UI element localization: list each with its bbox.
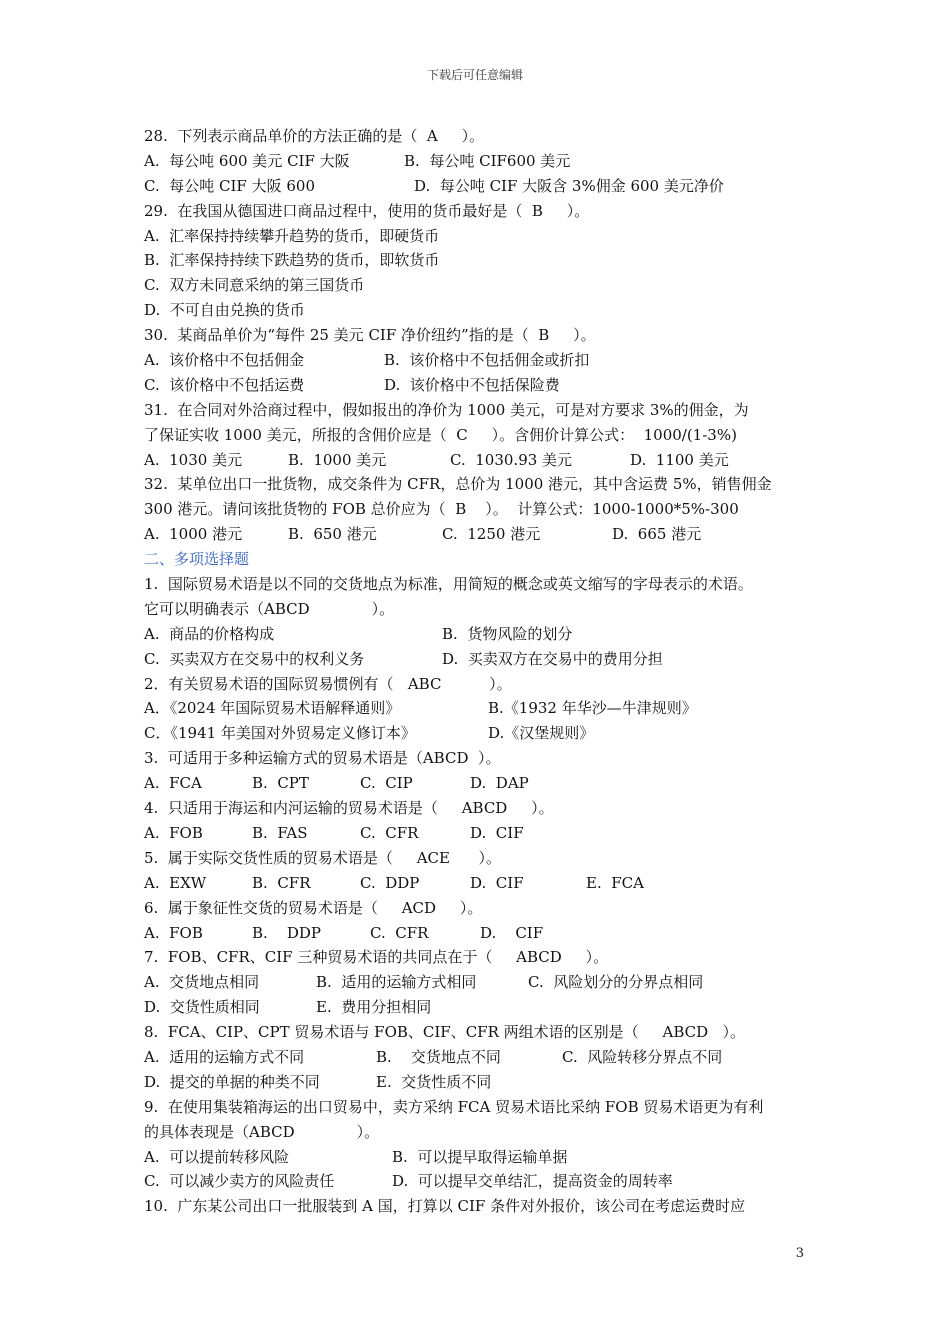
- answer-option: E. 交货性质不同: [376, 1072, 492, 1091]
- answer-option: E. 费用分担相同: [316, 998, 432, 1017]
- answer-option: C. 该价格中不包括运费: [144, 375, 305, 394]
- question-line: 10. 广东某公司出口一批服装到 A 国，打算以 CIF 条件对外报价，该公司在考虑运费时应: [144, 1197, 746, 1216]
- option-row: [144, 348, 816, 373]
- answer-option: B. 该价格中不包括佣金或折扣: [384, 351, 590, 370]
- question-line: 28. 下列表示商品单价的方法正确的是（ A ）。: [144, 127, 485, 145]
- document-body: [144, 124, 816, 1219]
- answer-option: D. 665 港元: [612, 525, 702, 544]
- question-line: 的具体表现是（ABCD ）。: [144, 1122, 380, 1141]
- answer-option: E. FCA: [586, 873, 644, 892]
- section-heading: 二、多项选择题: [144, 550, 250, 569]
- question-line: 29. 在我国从德国进口商品过程中，使用的货币最好是（ B ）。: [144, 201, 590, 220]
- question-line: 5. 属于实际交货性质的贸易术语是（ ACE ）。: [144, 848, 502, 867]
- answer-option: C. CFR: [370, 923, 429, 942]
- option-row: [144, 970, 816, 995]
- question-line: 它可以明确表示（ABCD ）。: [144, 599, 395, 618]
- question-line: 30. 某商品单价为“每件 25 美元 CIF 净价纽约”指的是（ B ）。: [144, 326, 596, 345]
- option-row: [144, 373, 816, 398]
- answer-option: A. 1000 港元: [144, 525, 243, 544]
- answer-option: C. 风险转移分界点不同: [562, 1047, 723, 1066]
- answer-option: D. 每公吨 CIF 大阪含 3%佣金 600 美元净价: [414, 176, 724, 195]
- answer-option: A. 该价格中不包括佣金: [144, 351, 305, 370]
- question-line: C. 双方未同意采纳的第三国货币: [144, 276, 365, 295]
- answer-option: B. CFR: [252, 873, 311, 892]
- option-row: [144, 1070, 816, 1095]
- question-line: 4. 只适用于海运和内河运输的贸易术语是（ ABCD ）。: [144, 799, 554, 818]
- question-line: 31. 在合同对外洽商过程中，假如报出的净价为 1000 美元，可是对方要求 3%的佣金，为: [144, 400, 749, 419]
- answer-option: D. 该价格中不包括保险费: [384, 375, 560, 394]
- answer-option: C. 1250 港元: [442, 525, 541, 544]
- answer-option: D. DAP: [470, 774, 529, 793]
- answer-option: C．《1941 年美国对外贸易定义修订本》: [144, 724, 416, 743]
- question-line: 1. 国际贸易术语是以不同的交货地点为标准，用简短的概念或英文缩写的字母表示的术语。: [144, 575, 753, 594]
- answer-option: A. 可以提前转移风险: [144, 1147, 290, 1166]
- answer-option: C. DDP: [360, 873, 420, 892]
- option-row: [144, 149, 816, 174]
- option-row: [144, 921, 816, 946]
- answer-option: A. 交货地点相同: [144, 973, 260, 992]
- option-row: [144, 1169, 816, 1194]
- answer-option: D. 交货性质相同: [144, 998, 260, 1017]
- question-line: A. 汇率保持持续攀升趋势的货币，即硬货币: [144, 226, 440, 245]
- question-line: 9. 在使用集装箱海运的出口贸易中，卖方采纳 FCA 贸易术语比采纳 FOB 贸易术语更为有利: [144, 1097, 764, 1116]
- answer-option: B.《1932 年华沙—牛津规则》: [488, 699, 697, 718]
- question-line: 2．有关贸易术语的国际贸易惯例有（ ABC ）。: [144, 674, 512, 693]
- answer-option: D. CIF: [470, 823, 524, 842]
- question-line: 32. 某单位出口一批货物，成交条件为 CFR，总价为 1000 港元，其中含运费 5%，销售佣金: [144, 475, 772, 494]
- question-line: B. 汇率保持持续下跌趋势的货币，即软货币: [144, 251, 440, 270]
- answer-option: C. CIP: [360, 774, 413, 793]
- question-line: 300 港元。请问该批货物的 FOB 总价应为（ B ）。 计算公式：1000-1000*5%-300: [144, 500, 739, 519]
- answer-option: A. 适用的运输方式不同: [144, 1047, 305, 1066]
- answer-option: D. CIF: [470, 873, 524, 892]
- option-row: [144, 771, 816, 796]
- answer-option: A. FOB: [144, 823, 203, 842]
- question-line: 8. FCA、CIP、CPT 贸易术语与 FOB、CIF、CFR 两组术语的区别是（ ABCD ）。: [144, 1023, 745, 1042]
- answer-option: B. 1000 美元: [288, 450, 387, 469]
- question-line: 7. FOB、CFR、CIF 三种贸易术语的共同点在于（ ABCD ）。: [144, 948, 609, 967]
- answer-option: A．《2024 年国际贸易术语解释通则》: [144, 699, 401, 718]
- option-row: [144, 647, 816, 672]
- option-row: [144, 622, 816, 647]
- answer-option: B. CPT: [252, 774, 309, 793]
- answer-option: D. 提交的单据的种类不同: [144, 1072, 320, 1091]
- answer-option: B. 每公吨 CIF600 美元: [404, 151, 571, 170]
- question-line: D. 不可自由兑换的货币: [144, 301, 305, 320]
- answer-option: C. 每公吨 CIF 大阪 600: [144, 176, 315, 195]
- question-line: 了保证实收 1000 美元，所报的含佣价应是（ C ）。含佣价计算公式： 1000/(1-3%): [144, 425, 737, 444]
- page-header: 下载后可任意编辑: [426, 68, 523, 82]
- option-row: [144, 721, 816, 746]
- answer-option: C. CFR: [360, 823, 419, 842]
- answer-option: B. 可以提早取得运输单据: [392, 1147, 568, 1166]
- option-row: [144, 174, 816, 199]
- question-line: 3. 可适用于多种运输方式的贸易术语是（ABCD ）。: [144, 749, 501, 768]
- answer-option: C. 可以减少卖方的风险责任: [144, 1172, 335, 1191]
- answer-option: A. 1030 美元: [144, 450, 243, 469]
- page-number: 3: [795, 1246, 804, 1261]
- answer-option: C. 买卖双方在交易中的权利义务: [144, 649, 365, 668]
- answer-option: D. 买卖双方在交易中的费用分担: [442, 649, 663, 668]
- option-row: [144, 821, 816, 846]
- option-row: [144, 871, 816, 896]
- question-line: 6. 属于象征性交货的贸易术语是（ ACD ）。: [144, 898, 483, 917]
- option-row: [144, 448, 816, 473]
- answer-option: B. 650 港元: [288, 525, 377, 544]
- option-row: [144, 995, 816, 1020]
- answer-option: A. FCA: [144, 774, 202, 793]
- answer-option: B. 交货地点不同: [376, 1047, 501, 1066]
- option-row: [144, 522, 816, 547]
- answer-option: A. 商品的价格构成: [144, 624, 275, 643]
- option-row: [144, 1145, 816, 1170]
- answer-option: B. DDP: [252, 923, 322, 942]
- answer-option: B. FAS: [252, 823, 308, 842]
- answer-option: A. EXW: [144, 873, 207, 892]
- answer-option: D. 可以提早交单结汇，提高资金的周转率: [392, 1172, 673, 1191]
- answer-option: C. 1030.93 美元: [450, 450, 573, 469]
- answer-option: A. FOB: [144, 923, 203, 942]
- answer-option: D. 1100 美元: [630, 450, 729, 469]
- answer-option: B. 货物风险的划分: [442, 624, 573, 643]
- option-row: [144, 696, 816, 721]
- answer-option: C. 风险划分的分界点相同: [528, 973, 704, 992]
- answer-option: D. CIF: [480, 923, 544, 942]
- option-row: [144, 1045, 816, 1070]
- answer-option: B. 适用的运输方式相同: [316, 973, 477, 992]
- answer-option: D.《汉堡规则》: [488, 724, 595, 743]
- answer-option: A. 每公吨 600 美元 CIF 大阪: [144, 151, 350, 170]
